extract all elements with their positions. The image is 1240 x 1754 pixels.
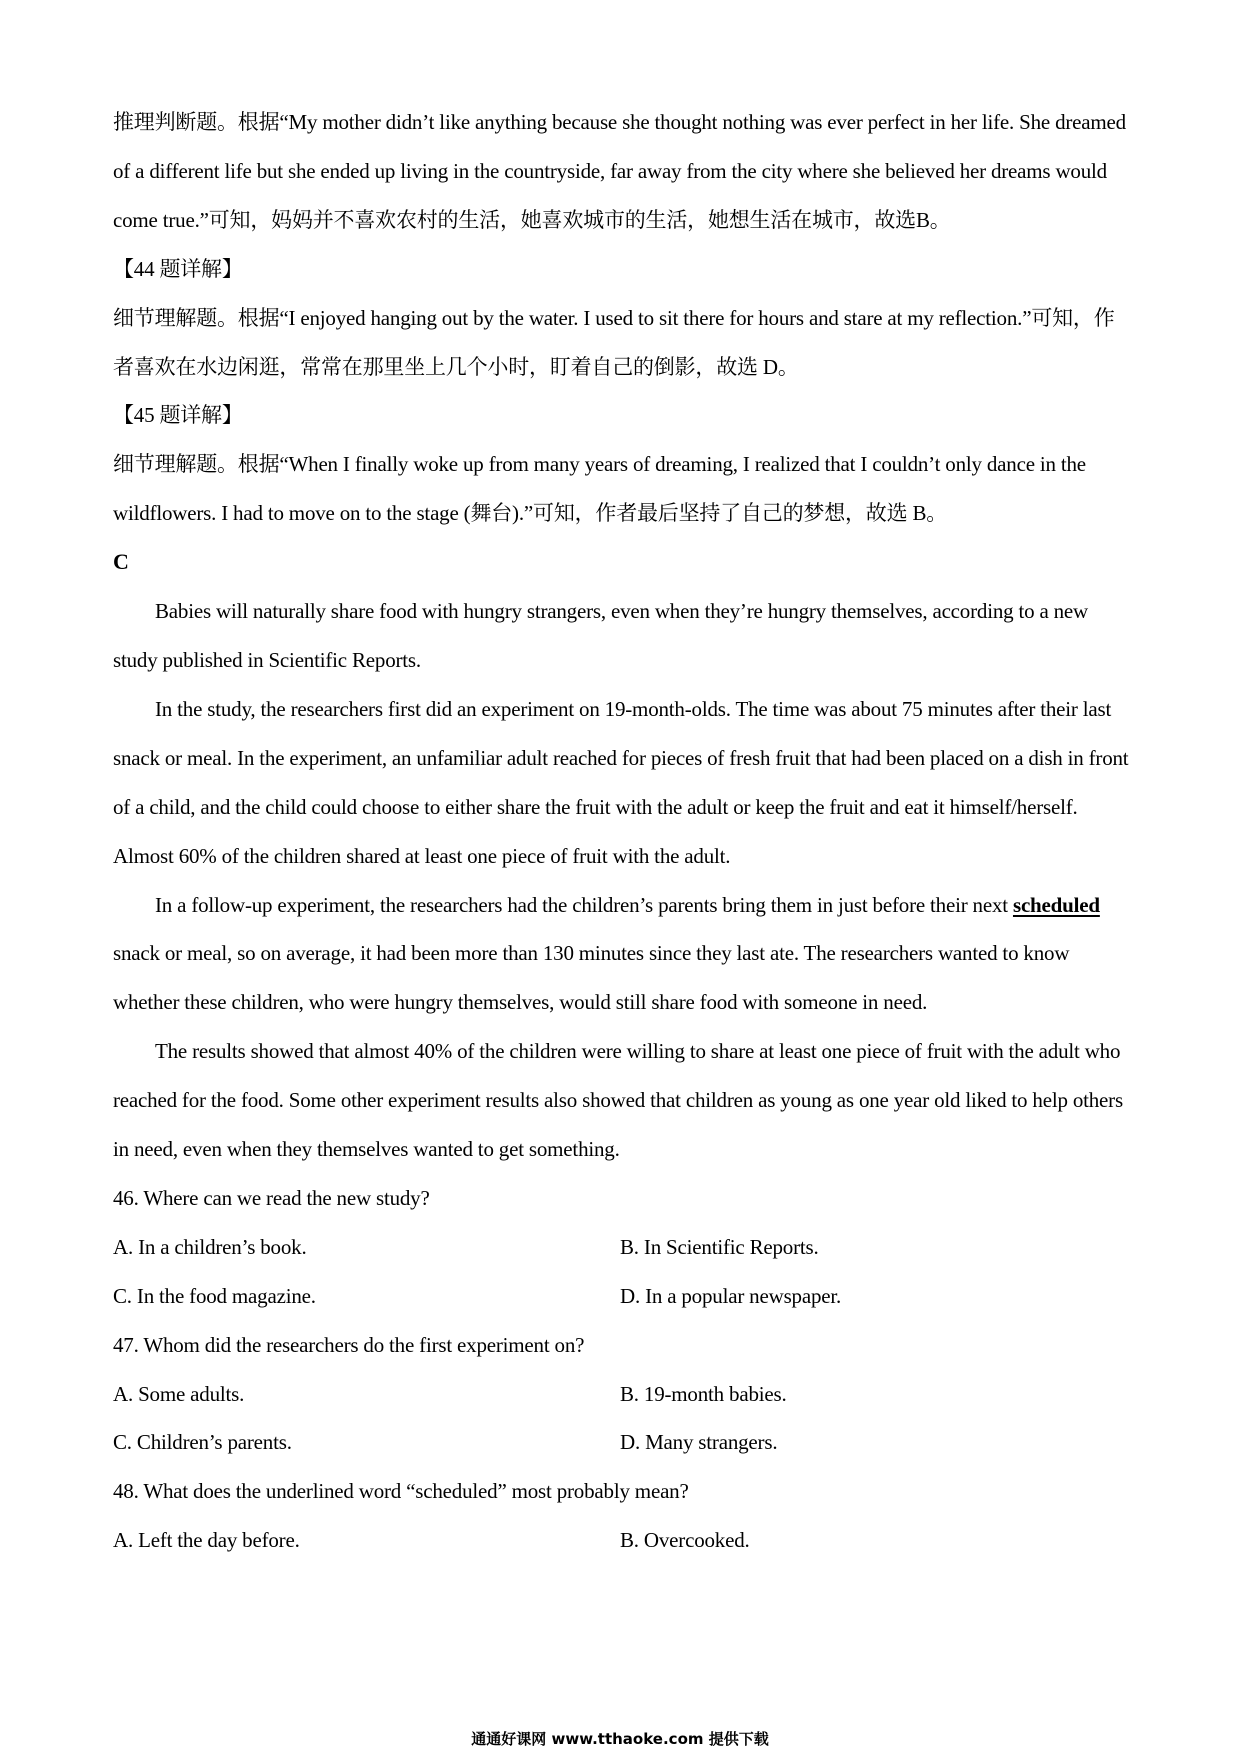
question-46-option-c: C. In the food magazine. [113,1283,316,1308]
question-47-option-c: C. Children’s parents. [113,1430,292,1455]
question-46-options [113,1223,1129,1321]
question-47-option-a: A. Some adults. [113,1381,245,1406]
paragraph-3-after: snack or meal, so on average, it had been more than 130 minutes since they last ate. The researchers wanted to know whether these children, who were hungry themselves, would still share food with someone in need. [113,941,1070,1015]
question-48-options [113,1516,1129,1565]
question-47-stem: 47. Whom did the researchers do the first experiment on? [113,1332,585,1357]
question-48 [113,1467,1129,1565]
question-47-option-d: D. Many strangers. [620,1430,778,1455]
question-47-option-b: B. 19-month babies. [620,1381,787,1406]
question-48-option-a: A. Left the day before. [113,1528,300,1553]
question-48-stem: 48. What does the underlined word “scheduled” most probably mean? [113,1479,689,1504]
question-46-option-a: A. In a children’s book. [113,1234,307,1259]
section-c-label: C [113,549,129,575]
question-47-options [113,1370,1129,1468]
question-46-option-d: D. In a popular newspaper. [620,1283,842,1308]
paragraph-3-before: In a follow-up experiment, the researchers had the children’s parents bring them in just before their next [155,892,1013,917]
explanation-45-text: 细节理解题。根据“When I finally woke up from many years of dreaming, I realized that I couldn’t only dance in the wildflowers. I had to move on to the stage (舞台).”可知，作者最后坚持了自己的梦想，故选 B。 [113,452,1086,526]
passage-paragraph-2: In the study, the researchers first did an experiment on 19-month-olds. The time was about 75 minutes after their last snack or meal. In the experiment, an unfamiliar adult reached for pieces of fresh fruit that had been placed on a dish in front of a child, and the child could choose to either share the fruit with the adult or keep the fruit and eat it himself/herself. Almost 60% of the children shared at least one piece of fruit with the adult. [113,696,1129,868]
passage-paragraph-1: Babies will naturally share food with hungry strangers, even when they’re hungry themselves, according to a new study published in Scientific Reports. [113,599,1089,672]
passage-paragraph-4: The results showed that almost 40% of the children were willing to share at least one piece of fruit with the adult who reached for the food. Some other experiment results also showed that children as young as one year old liked to help others in need, even when they themselves wanted to get something. [113,1039,1123,1162]
question-46-stem: 46. Where can we read the new study? [113,1185,430,1210]
passage-paragraph-3 [113,881,1129,1028]
question-47 [113,1321,1129,1468]
underlined-word-scheduled: scheduled [1012,892,1100,917]
explanation-43-text: 推理判断题。根据“My mother didn’t like anything because she thought nothing was ever perfect in her life. She dreamed of a different life but she ended up living in the countryside, far away from the city where she believed her dreams would come true.”可知，妈妈并不喜欢农村的生活，她喜欢城市的生活，她想生活在城市，故选B。 [113,110,1126,232]
explanation-44-heading: 【44 题详解】 [113,256,243,281]
page-footer: 通通好课网 www.tthaoke.com 提供下载 [471,1730,769,1748]
document-body [113,98,1129,1565]
question-46-option-b: B. In Scientific Reports. [620,1234,819,1259]
question-46 [113,1174,1129,1321]
question-48-option-b: B. Overcooked. [620,1528,750,1553]
explanation-44-text: 细节理解题。根据“I enjoyed hanging out by the water. I used to sit there for hours and stare at my reflection.”可知，作者喜欢在水边闲逛，常常在那里坐上几个小时，盯着自己的倒影，故选 D。 [113,305,1115,379]
explanation-45-heading: 【45 题详解】 [113,403,243,428]
